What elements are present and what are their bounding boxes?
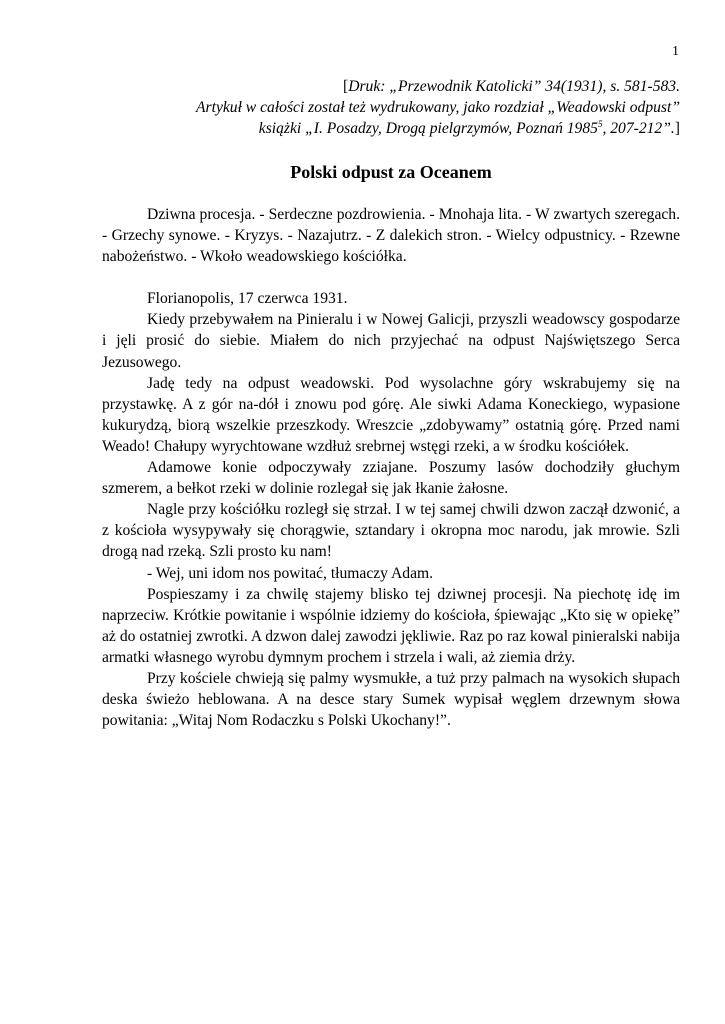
close-bracket: ] <box>674 120 680 137</box>
source-note <box>102 76 680 139</box>
paragraph: Kiedy przebywałem na Pinieralu i w Nowej Galicji, przyszli weadowscy gospodarze i jęli prosić do siebie. Miałem do nich przyjechać na odpust Najświętszego Serca Jezusowego. <box>102 311 680 371</box>
article-title: Polski odpust za Oceanem <box>290 162 492 182</box>
source-note-line-1 <box>102 76 680 97</box>
article-body <box>102 204 680 731</box>
paragraph: Nagle przy kościółku rozległ się strzał. I w tej samej chwili dzwon zaczął dzwonić, a z kościoła wysypywały się chorągwie, sztandary i okropna moc narodu, jak mrowie. Szli drogą nad rzeką. Szli prosto ku nam! <box>102 501 680 561</box>
dateline: Florianopolis, 17 czerwca 1931. <box>147 290 348 308</box>
paragraph: Jadę tedy na odpust weadowski. Pod wysolachne góry wskrabujemy się na przystawkę. A z gór na-dół i znowu pod górę. Ale siwki Adama Koneckiego, wypasione kukurydzą, biorą wszelkie przeszkody. Wreszcie „zdobywamy” ostatnią górę. Przed nami Weado! Chałupy wyrychtowane wzdłuż srebrnej wstęgi rzeki, a w środku kościółek. <box>102 374 680 455</box>
source-note-line-2: Artykuł w całości został też wydrukowany, jako rozdział „Weadowski odpust” <box>196 99 680 116</box>
edition-superscript: 5 <box>597 118 603 129</box>
paragraph: - Wej, uni idom nos powitać, tłumaczy Adam. <box>147 564 434 582</box>
source-note-pages: , 207-212”. <box>602 120 675 137</box>
open-bracket: [ <box>343 78 349 95</box>
source-note-line-3 <box>102 118 680 139</box>
paragraph: Przy kościele chwieją się palmy wysmukłe, a tuż przy palmach na wysokich słupach deska świeżo heblowana. A na desce stary Sumek wypisał węglem drzewnym słowa powitania: „Witaj Nom Rodaczku s Polski Ukochany!”. <box>102 669 680 730</box>
source-note-book-ref: książki „I. Posadzy, Drogą pielgrzymów, Poznań 1985 <box>258 120 598 137</box>
source-note-print-info: Druk: „Przewodnik Katolicki” 34(1931), s. 581-583. <box>348 78 680 95</box>
page-number: 1 <box>672 44 679 59</box>
chapter-summary: Dziwna procesja. - Serdeczne pozdrowienia. - Mnohaja lita. - W zwartych szeregach. - Grzechy synowe. - Kryzys. - Nazajutrz. - Z dalekich stron. - Wielcy odpustnicy. - Rzewne nabożeństwo. - Wkoło weadowskiego kościółka. <box>102 206 680 266</box>
paragraph: Pospieszamy i za chwilę stajemy blisko tej dziwnej procesji. Na piechotę idę im naprzeciw. Krótkie powitanie i wspólnie idziemy do kościoła, śpiewając „Kto się w opiekę” aż do ostatniej zwrotki. A dzwon dalej zawodzi jękliwie. Raz po raz kowal pinieralski nabija armatki własnego wyrobu dymnym prochem i strzela i wali, aż ziemia drży. <box>102 585 680 666</box>
paragraph: Adamowe konie odpoczywały zziajane. Poszumy lasów dochodziły głuchym szmerem, a bełkot rzeki w dolinie rozlegał się jak łkanie żałosne. <box>102 459 680 498</box>
